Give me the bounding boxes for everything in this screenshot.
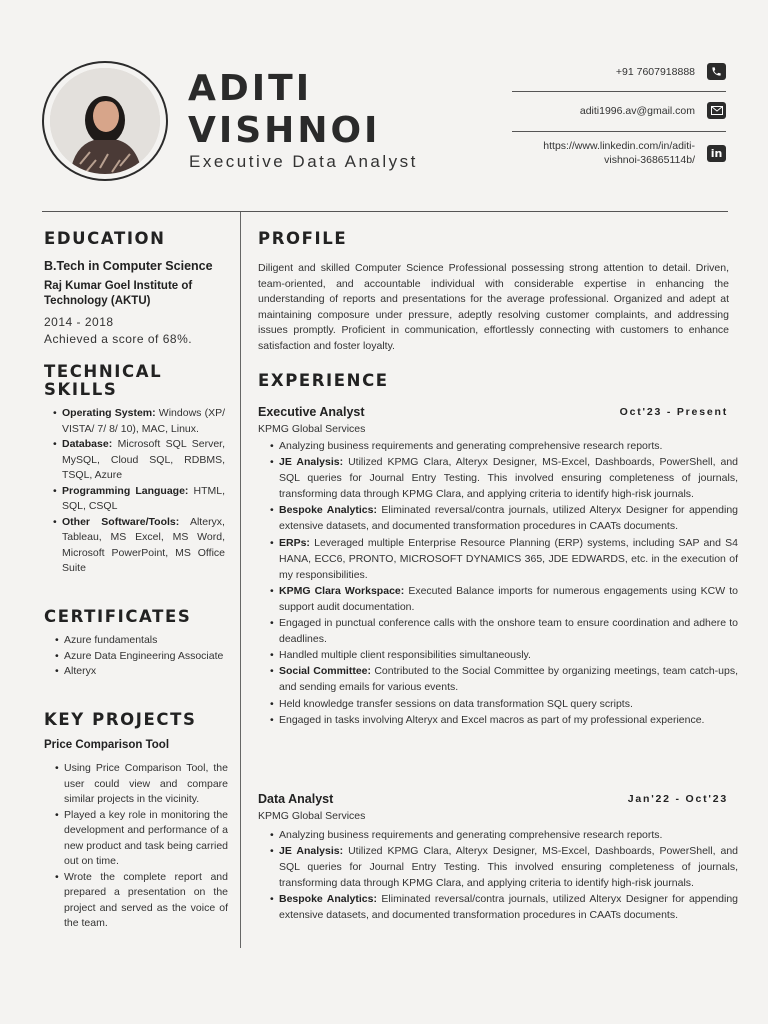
phone-number[interactable]: +91 7607918888: [615, 65, 695, 78]
skills-list: [53, 406, 225, 577]
phone-icon: [707, 63, 726, 80]
job-date: Jan'22 - Oct'23: [627, 793, 728, 805]
envelope-icon: [707, 102, 726, 119]
job-title: Data Analyst: [258, 792, 334, 806]
job-company: KPMG Global Services: [258, 423, 366, 435]
skill-text: Microsoft SQL Server, MySQL, Cloud SQL, RDBMS, TSQL, Azure: [62, 438, 225, 481]
skill-label: Programming Language:: [62, 484, 189, 497]
contact-divider: [512, 131, 726, 132]
skills-heading: [44, 363, 162, 399]
duty-label: JE Analysis:: [279, 845, 344, 858]
education-institute: Raj Kumar Goel Institute of Technology (AKTU): [44, 280, 193, 307]
list-item: [279, 843, 738, 891]
list-item: [279, 712, 738, 728]
list-item: [279, 454, 738, 502]
duty-text: Engaged in punctual conference calls with the onshore team to ensure coordination and adhere to deadlines.: [279, 617, 738, 646]
duty-text: Utilized KPMG Clara, Alteryx Designer, MS-Excel, Dashboards, PowerShell, and SQL queries for Journal Entry Testing. This involved ensuring completeness of journals, transforming data through KPMG Clara, and applying criteria to identify high-risk journals.: [279, 456, 739, 501]
skill-text: Alteryx, Tableau, MS Excel, MS Word, Microsoft PowerPoint, MS Office Suite: [62, 515, 225, 574]
portrait-illustration: [50, 68, 160, 174]
duty-text: Held knowledge transfer sessions on data transformation SQL query scripts.: [279, 697, 633, 710]
list-item: • Using Price Comparison Tool, the user could view and compare similar projects in the vicinity.: [64, 761, 228, 808]
duty-label: Bespoke Analytics:: [279, 504, 377, 517]
education-score: Achieved a score of 68%.: [44, 332, 193, 346]
job-duties-list: [270, 827, 738, 924]
last-name: VISHNOI: [188, 110, 381, 151]
skill-label: Database:: [62, 438, 113, 450]
list-item: [279, 827, 738, 843]
projects-heading: KEY PROJECTS: [44, 710, 197, 729]
first-name: ADITI: [188, 68, 313, 109]
duty-text: Leveraged multiple Enterprise Resource Planning (ERP) systems, including SAP and S4 HANA, ECC6, PRONTO, MICROSOFT DYNAMICS 365, JDE EDWARDS, etc. in the execution of my responsibilities.: [279, 536, 738, 581]
linkedin-url-line2: vishnoi-36865114b/: [604, 154, 695, 166]
duty-label: KPMG Clara Workspace:: [279, 584, 405, 597]
duty-text: Utilized KPMG Clara, Alteryx Designer, MS-Excel, Dashboards, PowerShell, and SQL queries for Journal Entry Testing. This involved ensuring completeness of journals, transforming data through KPMG Clara, and applying criteria to identify high-risk journals.: [279, 845, 739, 890]
list-item: [279, 663, 738, 695]
job-date: Oct'23 - Present: [619, 406, 728, 418]
skill-label: Other Software/Tools:: [62, 515, 180, 528]
education-heading: EDUCATION: [44, 229, 166, 248]
list-item: [279, 696, 738, 712]
education-years: 2014 - 2018: [44, 315, 114, 329]
email-address[interactable]: aditi1996.av@gmail.com: [579, 104, 695, 117]
skill-label: Operating System:: [62, 407, 156, 419]
linkedin-url-line1: https://www.linkedin.com/in/aditi-: [543, 140, 695, 152]
contact-email[interactable]: [512, 102, 726, 119]
duty-text: Executed Balance imports for numerous engagements using KCW to support audit documentation.: [279, 584, 738, 613]
list-item: [279, 891, 738, 923]
job-company: KPMG Global Services: [258, 810, 366, 822]
list-item: [62, 406, 225, 437]
list-item: [62, 437, 225, 484]
projects-list: [55, 761, 228, 932]
list-item: [279, 535, 738, 583]
profile-photo: [50, 68, 160, 174]
contact-linkedin[interactable]: [512, 139, 726, 167]
duty-label: JE Analysis:: [279, 456, 344, 469]
list-item: [279, 647, 738, 663]
list-item: • Alteryx: [64, 664, 234, 680]
list-item: [279, 583, 738, 615]
duty-text: Handled multiple client responsibilities simultaneously.: [279, 649, 531, 662]
profile-heading: PROFILE: [258, 229, 348, 248]
contact-phone[interactable]: [512, 63, 726, 80]
skill-text: HTML, SQL, CSQL: [62, 484, 225, 512]
duty-label: Social Committee:: [279, 665, 372, 678]
profile-photo-frame: [42, 61, 168, 181]
list-item: • Azure Data Engineering Associate: [64, 649, 234, 665]
job-duties-list: [270, 438, 738, 728]
duty-label: Bespoke Analytics:: [279, 893, 377, 906]
column-divider: [240, 212, 241, 948]
duty-text: Eliminated reversal/contra journals, utilized Alteryx Designer for appending extensive datasets, and documented transformation procedures in CAATs documents.: [279, 504, 738, 533]
list-item: • Wrote the complete report and prepared a presentation on the project and served as the voice of the team.: [64, 870, 228, 932]
duty-text: Engaged in tasks involving Alteryx and Excel macros as part of my professional experience.: [279, 713, 705, 726]
duty-text: Analyzing business requirements and generating comprehensive research reports.: [279, 440, 663, 452]
skill-text: Windows (XP/ VISTA/ 7/ 8/ 10), MAC, Linux.: [62, 407, 225, 435]
list-item: [279, 502, 738, 534]
contact-divider: [512, 91, 726, 92]
linkedin-url[interactable]: [543, 139, 695, 167]
candidate-name: [188, 68, 380, 152]
profile-summary: Diligent and skilled Computer Science Professional possessing strong attention to detail. Driven, team-oriented, and accountable individual with considerable expertise in enhancing the understanding of reports and presentations for the average professional. Organized and adept at maintaining composure under pressure, adeptly resolving customer complaints, and addressing issues promptly. Proficient in communication, effortlessly connecting with customers to enhance satisfaction and foster loyalty.: [258, 262, 729, 352]
certificates-list: [55, 633, 234, 680]
certificates-heading: CERTIFICATES: [44, 607, 192, 626]
list-item: [279, 438, 738, 454]
duty-text: Analyzing business requirements and generating comprehensive research reports.: [279, 829, 663, 841]
list-item: [62, 515, 225, 577]
linkedin-icon: in: [707, 145, 726, 162]
job-title: Executive Analyst: [258, 405, 365, 419]
job-role: Executive Data Analyst: [189, 152, 418, 171]
skills-heading-line1: TECHNICAL: [44, 362, 163, 381]
duty-label: ERPs:: [279, 536, 310, 549]
duty-text: Contributed to the Social Committee by organizing meetings, team catch-ups, and sending emails for various events.: [279, 665, 739, 694]
list-item: [62, 484, 225, 515]
duty-text: Eliminated reversal/contra journals, utilized Alteryx Designer for appending extensive datasets, and documented transformation procedures in CAATs documents.: [279, 893, 738, 922]
project-title: Price Comparison Tool: [44, 739, 170, 751]
list-item: • Azure fundamentals: [64, 633, 234, 649]
list-item: [279, 615, 738, 647]
skills-heading-line2: SKILLS: [44, 380, 118, 399]
list-item: • Played a key role in monitoring the development and performance of a new product and task being carried out on time.: [64, 808, 228, 870]
experience-heading: EXPERIENCE: [258, 371, 389, 390]
header-divider: [42, 211, 728, 212]
education-degree: B.Tech in Computer Science: [44, 259, 213, 273]
